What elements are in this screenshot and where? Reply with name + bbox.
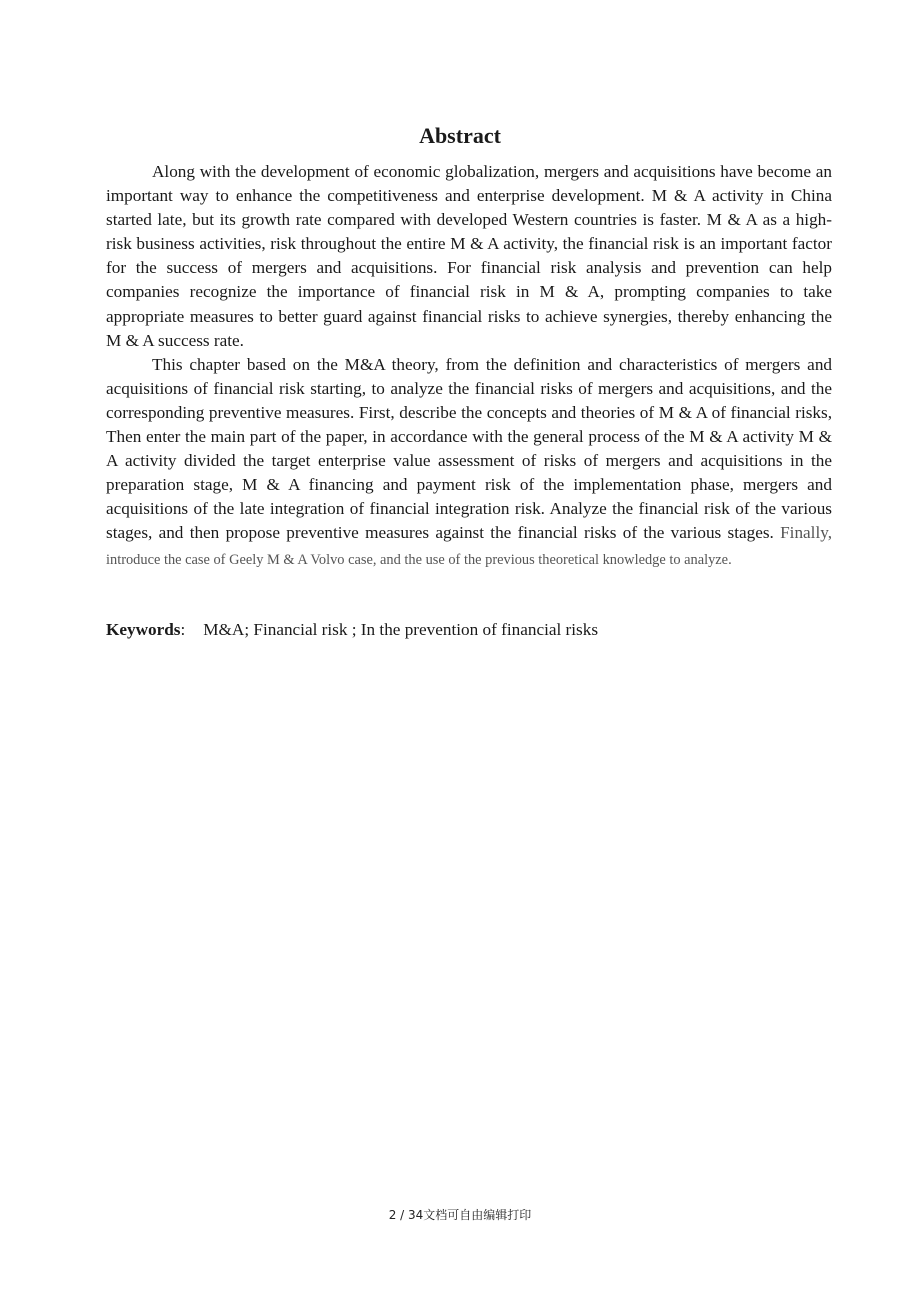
abstract-paragraph-2 bbox=[106, 353, 832, 572]
paragraph-2-main-text: This chapter based on the M&A theory, from the definition and characteristics of mergers and acquisitions of financial risk starting, to analyze the financial risks of mergers and acquisitions, and the corresponding preventive measures. First, describe the concepts and theories of M & A of financial risks, Then enter the main part of the paper, in accordance with the general process of the M & A activity M & A activity divided the target enterprise value assessment of risks of mergers and acquisitions in the preparation stage, M & A financing and payment risk of the implementation phase, mergers and acquisitions of the late integration of financial integration risk. Analyze the financial risk of the various stages, and then propose preventive measures against the financial risks of the various stages. bbox=[106, 354, 832, 543]
paragraph-2-finally: Finally, bbox=[780, 523, 832, 543]
keywords-value: M&A; Financial risk ; In the prevention of financial risks bbox=[203, 620, 599, 639]
paragraph-2-tail: introduce the case of Geely M & A Volvo case, and the use of the previous theoretical knowledge to analyze. bbox=[106, 551, 732, 568]
page-footer: 2 / 34文档可自由编辑打印 bbox=[388, 1208, 532, 1222]
abstract-paragraph-1: Along with the development of economic globalization, mergers and acquisitions have become an important way to enhance the competitiveness and enterprise development. M & A activity in China started late, but its growth rate compared with developed Western countries is faster. M & A as a high-risk business activities, risk throughout the entire M & A activity, the financial risk is an important factor for the success of mergers and acquisitions. For financial risk analysis and prevention can help companies recognize the importance of financial risk in M & A, prompting companies to take appropriate measures to better guard against financial risks to achieve synergies, thereby enhancing the M & A success rate. bbox=[106, 162, 832, 350]
keywords-colon: : bbox=[180, 620, 186, 639]
keywords-label: Keywords bbox=[106, 620, 181, 639]
keywords-line bbox=[106, 618, 832, 642]
abstract-body bbox=[106, 160, 832, 572]
abstract-title: Abstract bbox=[419, 123, 501, 148]
